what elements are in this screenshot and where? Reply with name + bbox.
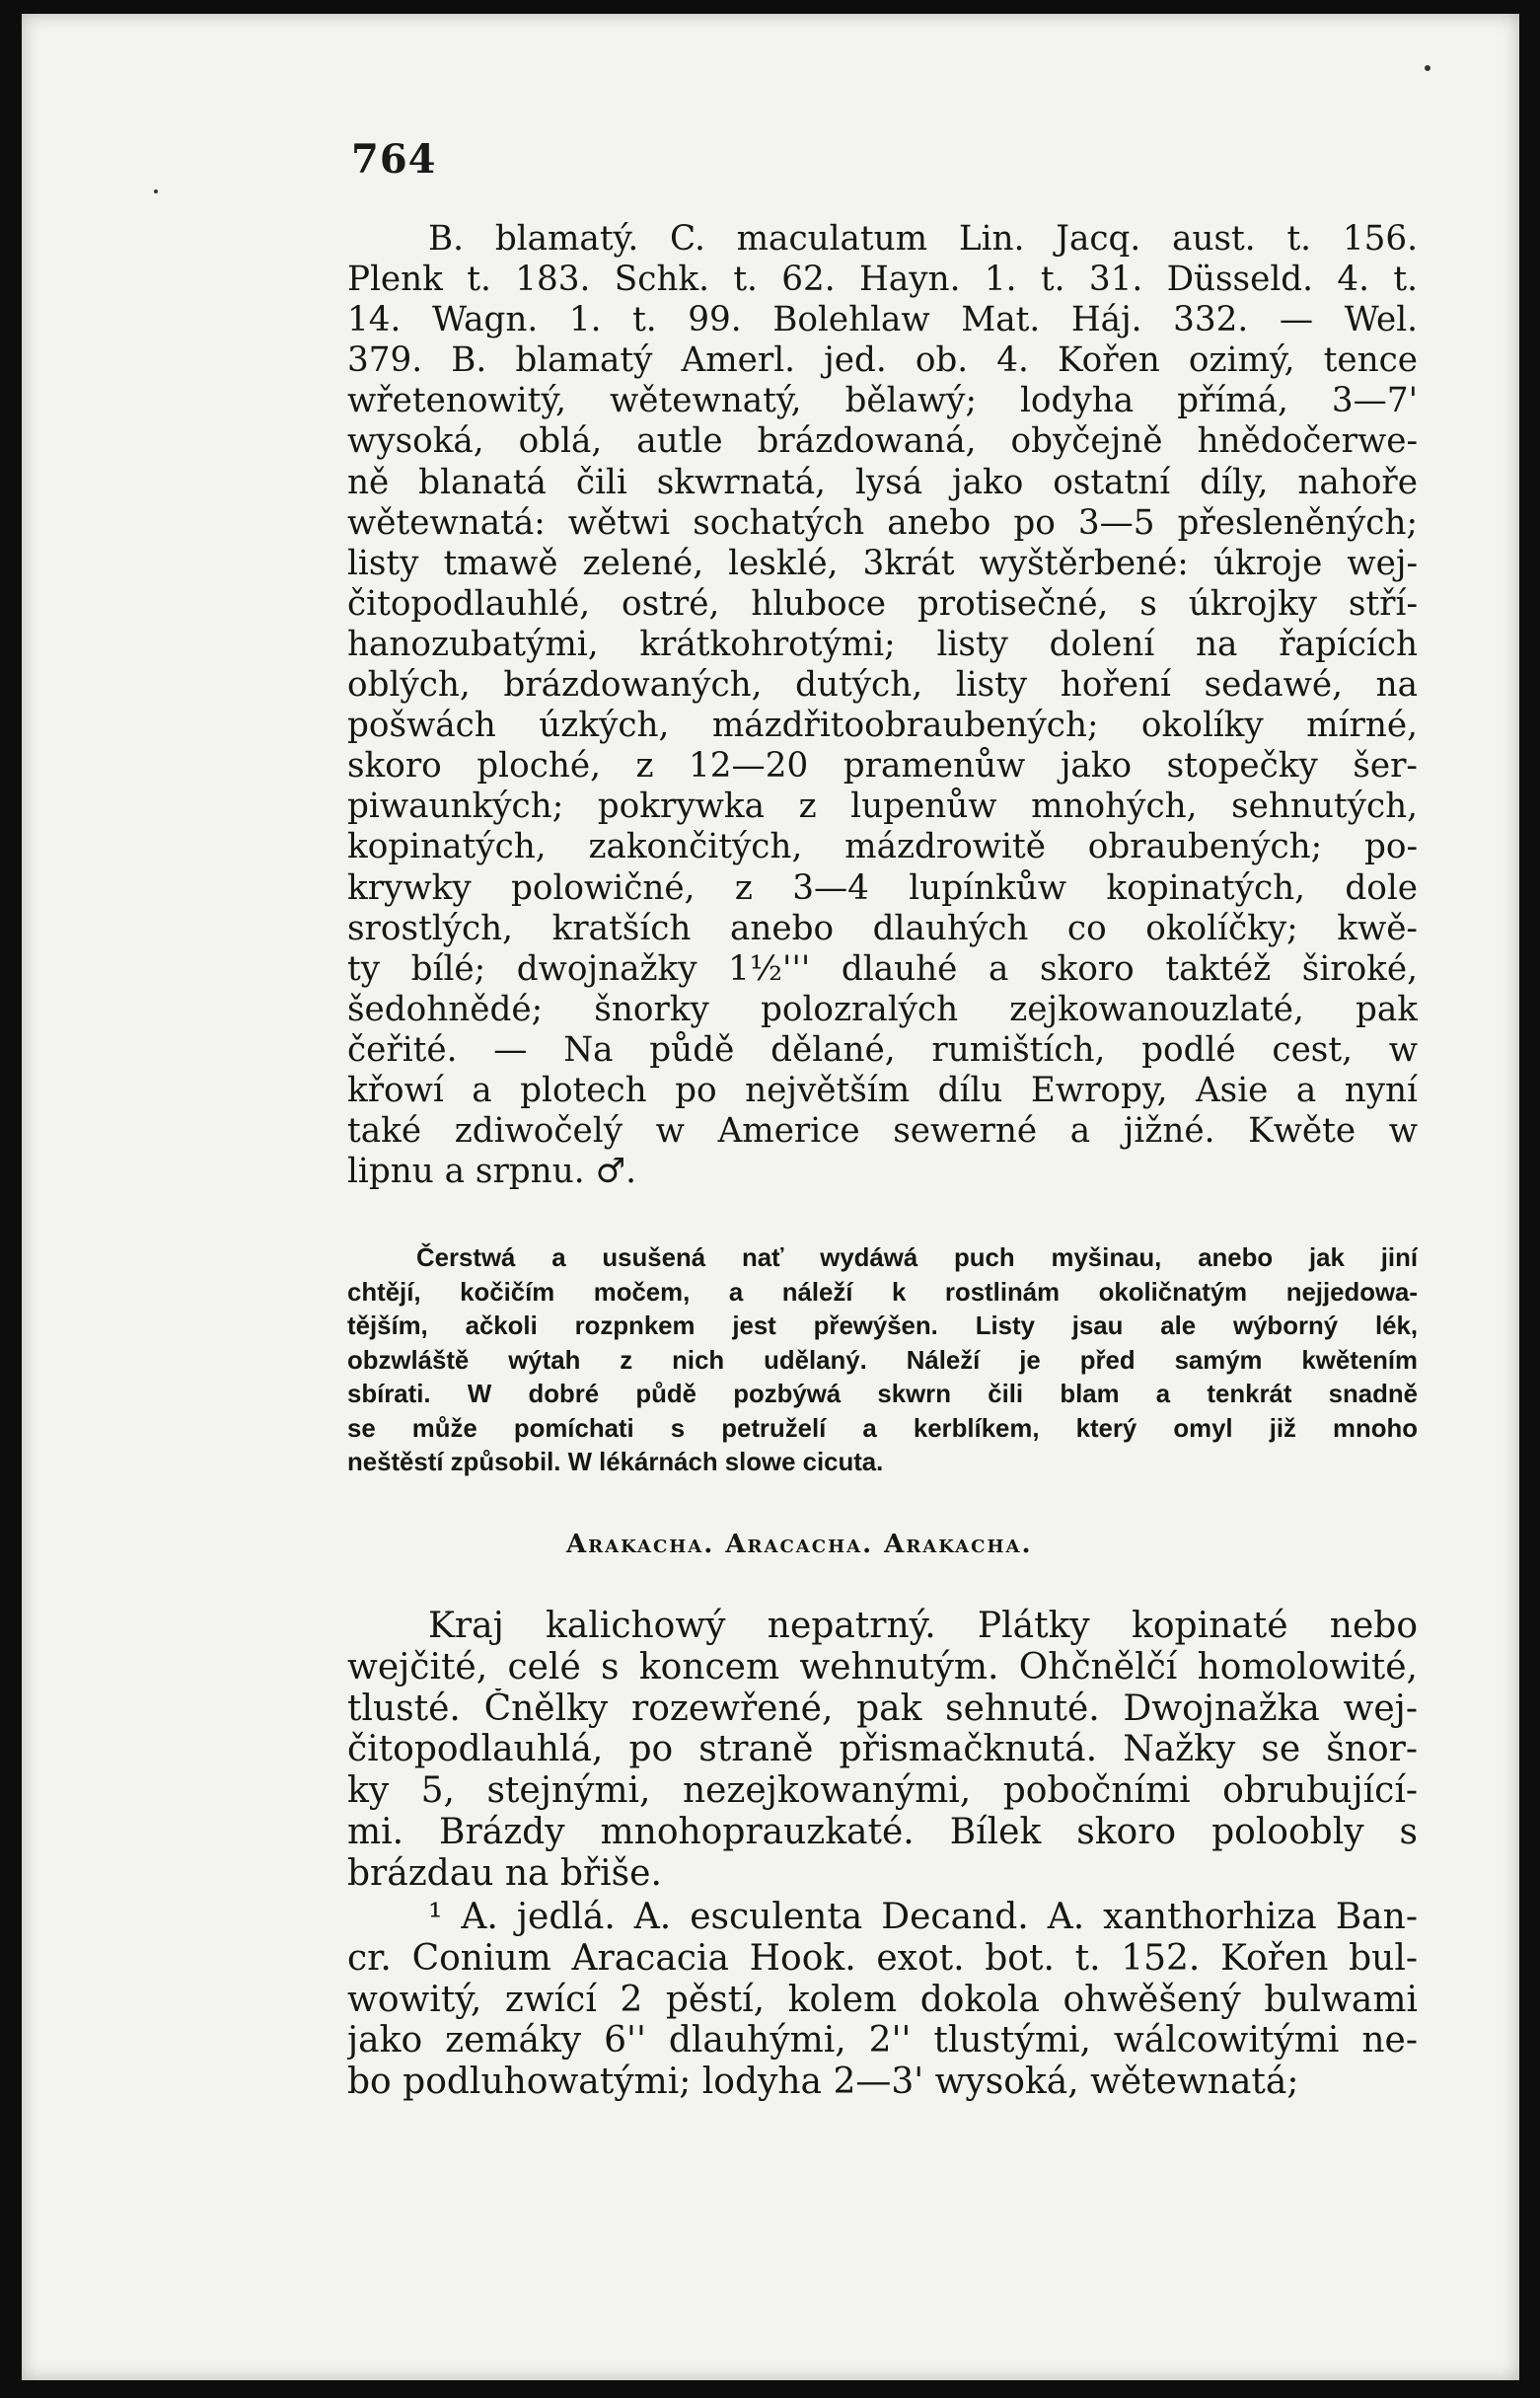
- page-number: 764: [351, 136, 437, 183]
- text-line: krywky polowičné, z 3—4 lupínkůw kopinatých, dole: [347, 867, 1418, 908]
- text-line: wysoká, oblá, autle brázdowaná, obyčejně hnědočerwe-: [347, 421, 1418, 462]
- text-line: pošwách úzkých, mázdřitoobraubených; okolíky mírné,: [347, 706, 1418, 746]
- text-line: se může pomíchati s petruželí a kerblíkem, který omyl již mnoho: [347, 1414, 1418, 1443]
- text-line: obzwláště wýtah z nich udělaný. Náleží je před samým kwětením: [347, 1346, 1418, 1375]
- text-line: šedohnědé; šnorky polozralých zejkowanouzlaté, pak: [347, 989, 1418, 1029]
- text-line: ty bílé; dwojnažky 1½''' dlauhé a skoro taktéž široké,: [347, 948, 1418, 989]
- genus-heading: Arakacha. Aracacha. Arakacha.: [566, 1530, 1033, 1559]
- text-line: bo podluhowatými; lodyha 2—3' wysoká, wětewnatá;: [347, 2061, 1299, 2103]
- text-line: jako zemáky 6'' dlauhými, 2'' tlustými, wálcowitými ne-: [347, 2020, 1418, 2061]
- text-line: čitopodlauhlé, ostré, hluboce protisečné, s úkrojky stří-: [347, 583, 1418, 624]
- text-line: skoro ploché, z 12—20 pramenůw jako stopečky šer-: [347, 746, 1418, 787]
- text-line: Plenk t. 183. Schk. t. 62. Hayn. 1. t. 31. Düsseld. 4. t.: [347, 260, 1418, 300]
- text-line: Čerstwá a usušená nať wydáwá puch myšinau, anebo jak jiní: [416, 1244, 1418, 1272]
- text-line: cr. Conium Aracacia Hook. exot. bot. t. 152. Kořen bul-: [347, 1937, 1418, 1979]
- text-line: wřetenowitý, wětewnatý, bělawý; lodyha přímá, 3—7': [347, 381, 1418, 421]
- text-line: hanozubatými, krátkohrotými; listy dolení na řapících: [347, 624, 1418, 664]
- main-paragraph: [347, 219, 1418, 1192]
- text-line: wejčité, celé s koncem wehnutým. Ohčnělčí homolowité,: [347, 1646, 1418, 1687]
- text-line: křowí a plotech po největším dílu Ewropy, Asie a nyní: [347, 1070, 1418, 1110]
- small-print-paragraph: [347, 1241, 1418, 1480]
- text-line: srostlých, kratších anebo dlauhých co okolíčky; kwě-: [347, 908, 1418, 948]
- text-line: listy tmawě zelené, lesklé, 3krát wyštěrbené: úkroje wej-: [347, 543, 1418, 583]
- genus-description-paragraph: [347, 1606, 1418, 1895]
- text-line: sbírati. W dobré půdě pozbýwá skwrn čili blam a tenkrát snadně: [347, 1381, 1418, 1408]
- text-line: chtějí, kočičím močem, a náleží k rostlinám okoličnatým nejjedowa-: [347, 1278, 1418, 1307]
- text-line: lipnu a srpnu. ♂.: [347, 1152, 636, 1192]
- text-line: wětewnatá: wětwi sochatých anebo po 3—5 přesleněných;: [347, 502, 1418, 543]
- text-line: čeřité. — Na půdě dělané, rumištích, podlé cest, w: [347, 1029, 1418, 1070]
- text-line: ¹ A. jedlá. A. esculenta Decand. A. xanthorhiza Ban-: [428, 1897, 1418, 1937]
- species-paragraph: [347, 1897, 1418, 2103]
- text-line: Kraj kalichowý nepatrný. Plátky kopinaté nebo: [428, 1606, 1418, 1646]
- text-line: neštěstí způsobil. W lékárnách slowe cicuta.: [347, 1449, 884, 1476]
- text-line: tějším, ačkoli rozpnkem jest přewýšen. Listy jsau ale wýborný lék,: [347, 1312, 1418, 1340]
- text-line: B. blamatý. C. maculatum Lin. Jacq. aust. t. 156.: [428, 219, 1418, 259]
- text-line: wowitý, zwící 2 pěstí, kolem dokola ohwěšený bulwami: [347, 1979, 1418, 2020]
- text-line: ně blanatá čili skwrnatá, lysá jako ostatní díly, nahoře: [347, 462, 1418, 502]
- text-line: piwaunkých; pokrywka z lupenůw mnohých, sehnutých,: [347, 787, 1418, 827]
- text-line: mi. Brázdy mnohoprauzkaté. Bílek skoro poloobly s: [347, 1811, 1418, 1852]
- text-line: čitopodlauhlá, po straně přismačknutá. Nažky se šnor-: [347, 1729, 1418, 1770]
- text-line: 14. Wagn. 1. t. 99. Bolehlaw Mat. Háj. 332. — Wel.: [347, 300, 1418, 340]
- ink-speck: [1425, 65, 1430, 71]
- text-line: také zdiwočelý w Americe sewerné a jižné. Kwěte w: [347, 1111, 1418, 1152]
- text-line: ky 5, stejnými, nezejkowanými, pobočními obrubující-: [347, 1770, 1418, 1812]
- text-line: 379. B. blamatý Amerl. jed. ob. 4. Kořen ozimý, tence: [347, 340, 1418, 381]
- text-line: oblých, brázdowaných, dutých, listy hoření sedawé, na: [347, 665, 1418, 706]
- text-line: tlusté. Čnělky rozewřené, pak sehnuté. Dwojnažka wej-: [347, 1687, 1418, 1729]
- text-line: brázdau na břiše.: [347, 1852, 662, 1894]
- text-line: kopinatých, zakončitých, mázdrowitě obraubených; po-: [347, 827, 1418, 867]
- ink-speck: [154, 189, 158, 193]
